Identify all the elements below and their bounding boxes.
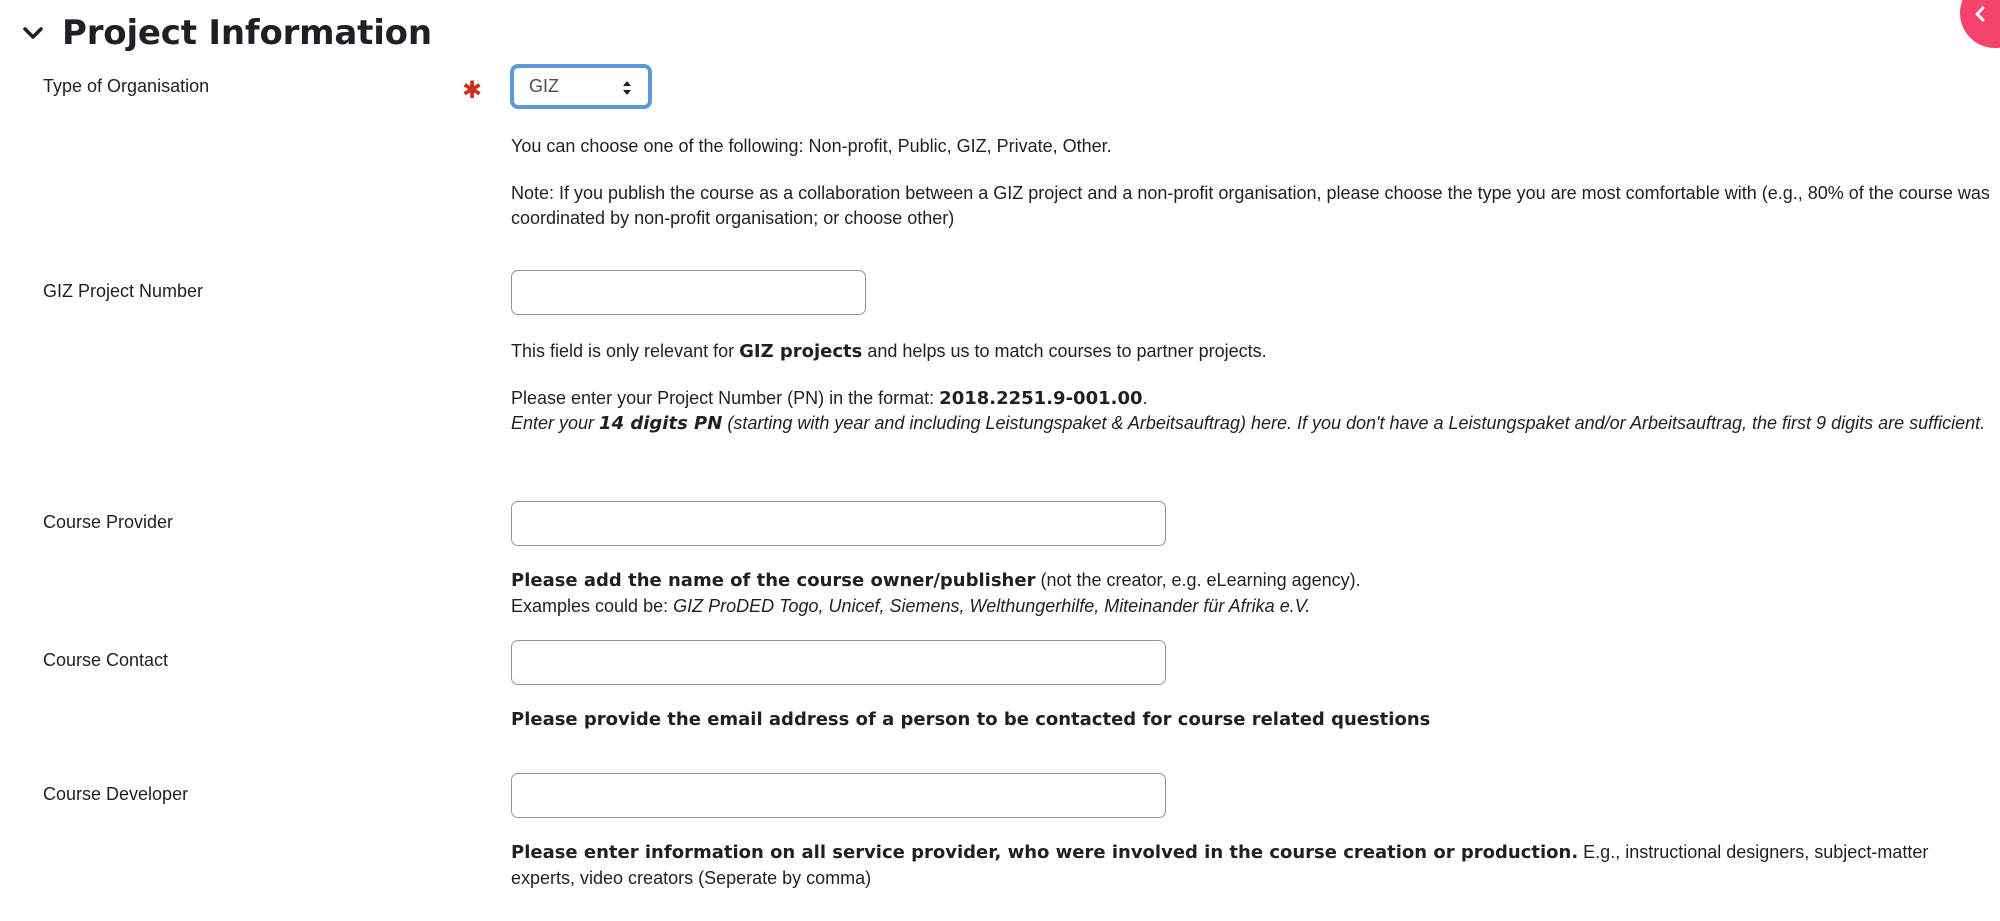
project-number-help-1: This field is only relevant for GIZ projects and helps us to match courses to partner projects.	[511, 341, 1267, 362]
project-number-input[interactable]	[511, 270, 866, 315]
drawer-toggle-button[interactable]	[1960, 0, 2000, 48]
course-contact-input[interactable]	[511, 640, 1166, 685]
course-provider-input[interactable]	[511, 501, 1166, 546]
course-contact-help	[511, 707, 1991, 733]
course-developer-help	[511, 840, 1991, 891]
required-icon: ✱	[462, 77, 483, 104]
course-developer-label: Course Developer	[43, 784, 189, 804]
course-provider-help	[511, 568, 1991, 619]
course-developer-input[interactable]	[511, 773, 1166, 818]
course-provider-help-2: Examples could be: GIZ ProDED Togo, Unicef, Siemens, Welthungerhilfe, Miteinander für Afrika e.V.	[511, 595, 1311, 616]
project-number-help-2: Please enter your Project Number (PN) in the format: 2018.2251.9-001.00.	[511, 387, 1148, 409]
project-number-help	[511, 339, 1991, 437]
organisation-type-select[interactable]	[510, 64, 652, 109]
project-number-label: GIZ Project Number	[43, 281, 204, 301]
course-provider-label: Course Provider	[43, 512, 174, 532]
select-arrows-icon	[622, 80, 632, 96]
course-contact-label: Course Contact	[43, 650, 169, 670]
project-number-help-3: Enter your 14 digits PN (starting with year and including Leistungspaket & Arbeitsauftrag) here. If you don't have a Leistungspaket and/or Arbeitsauftrag, the first 9 digits are sufficient.	[511, 413, 1986, 434]
course-provider-help-1: Please add the name of the course owner/publisher (not the creator, e.g. eLearning agency).	[511, 570, 1361, 591]
chevron-down-icon[interactable]	[22, 22, 44, 44]
course-developer-help-1: Please enter information on all service provider, who were involved in the course creation or production. E.g., instructional designers, subject-matter experts, video creators (Seperate by comma)	[511, 842, 1929, 888]
chevron-left-icon	[1972, 6, 1988, 22]
organisation-type-help	[511, 134, 1991, 232]
organisation-type-label: Type of Organisation	[43, 76, 210, 96]
organisation-type-help-2: Note: If you publish the course as a collaboration between a GIZ project and a non-profit organisation, please choose the type you are most comfortable with (e.g., 80% of the course was coordinated by non-profit organisation; or choose other)	[511, 182, 1990, 228]
section-title: Project Information	[62, 13, 432, 53]
section-header[interactable]	[22, 8, 432, 58]
course-contact-help-1: Please provide the email address of a person to be contacted for course related questions	[511, 709, 1431, 730]
organisation-type-value: GIZ	[529, 76, 559, 96]
organisation-type-help-1: You can choose one of the following: Non-profit, Public, GIZ, Private, Other.	[511, 136, 1112, 156]
